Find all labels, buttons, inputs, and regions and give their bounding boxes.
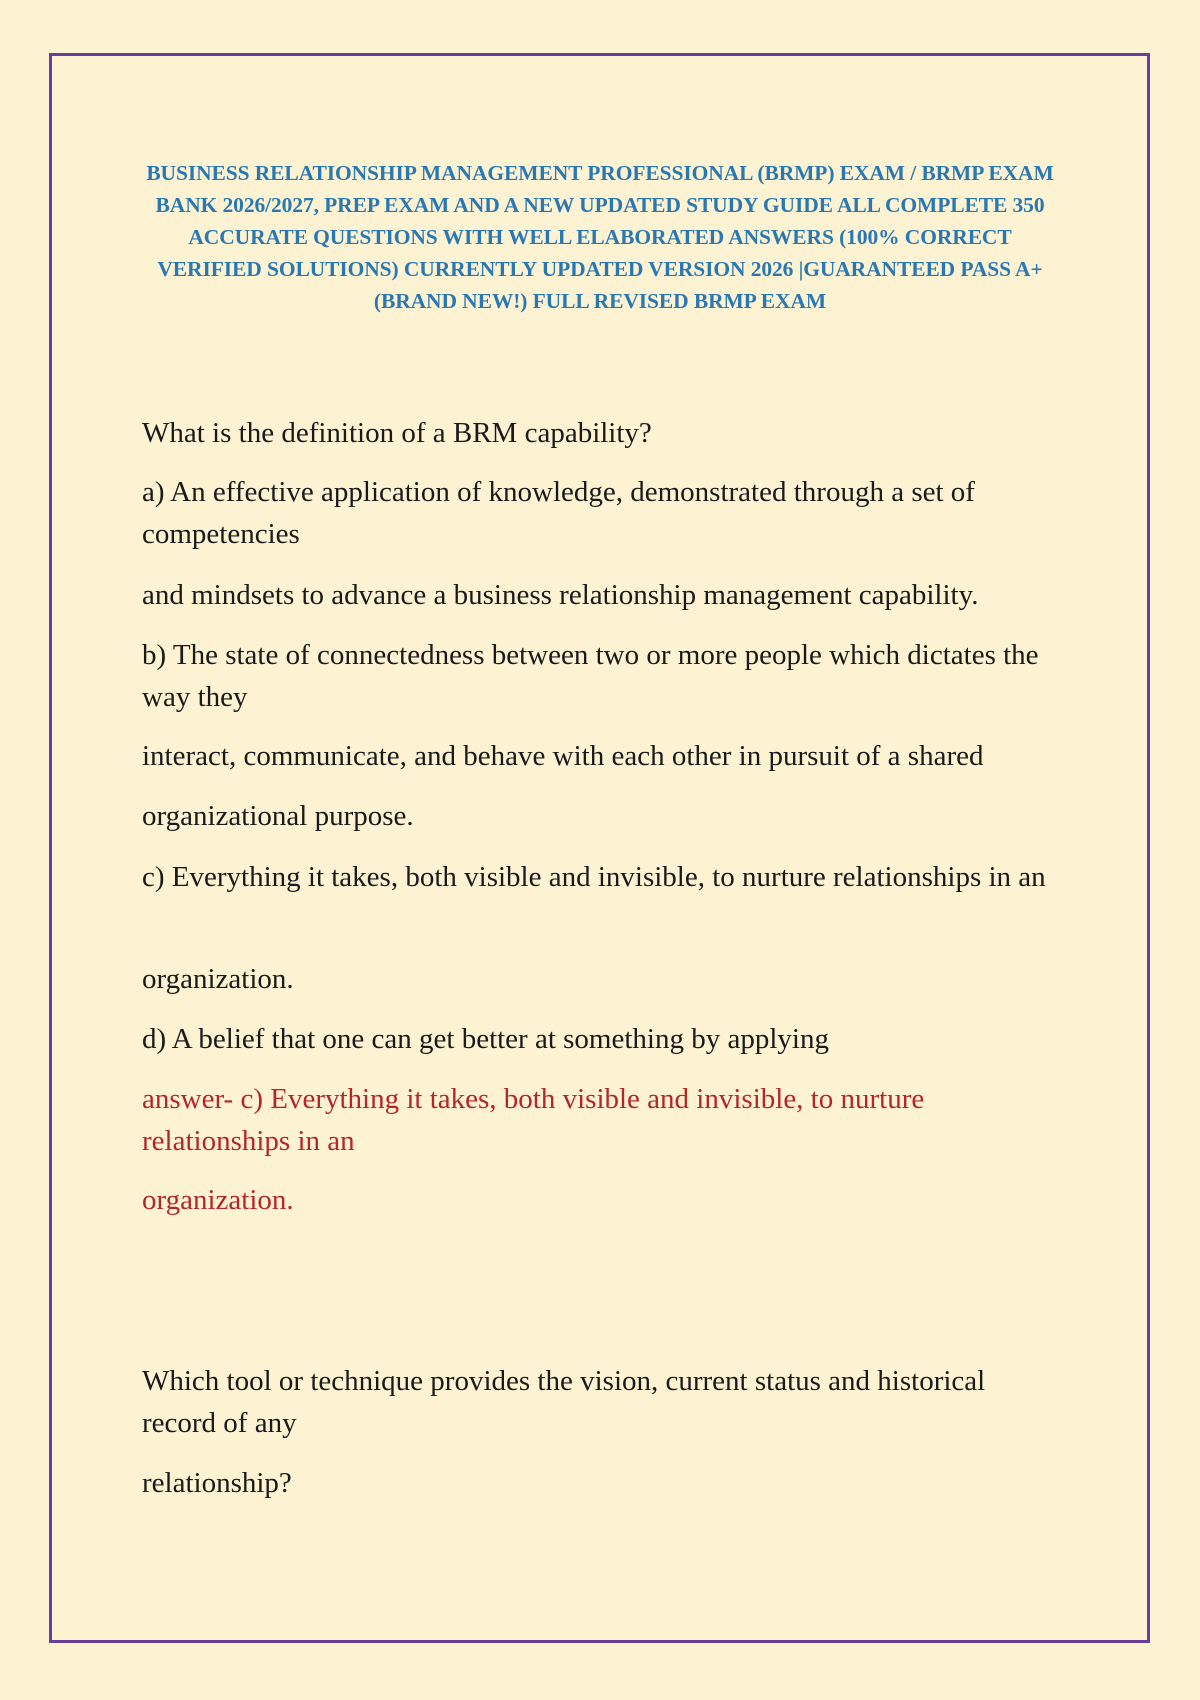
option-d: d) A belief that one can get better at something by applying	[142, 1023, 829, 1055]
option-a-line-2: and mindsets to advance a business relationship management capability.	[142, 579, 979, 611]
question-1-text: What is the definition of a BRM capability?	[142, 417, 652, 449]
answer-line-1: answer- c) Everything it takes, both visible and invisible, to nurture relationships in an	[142, 1083, 925, 1157]
option-b-line-1: b) The state of connectedness between two or more people which dictates the way they	[142, 639, 1039, 713]
option-c-line-1: c) Everything it takes, both visible and invisible, to nurture relationships in an	[142, 861, 1046, 893]
option-b-line-3: organizational purpose.	[142, 800, 414, 832]
question-2-line-2: relationship?	[142, 1467, 292, 1499]
answer-line-2: organization.	[142, 1184, 294, 1216]
document-title: BUSINESS RELATIONSHIP MANAGEMENT PROFESSIONAL (BRMP) EXAM / BRMP EXAM BANK 2026/2027, PREP EXAM AND A NEW UPDATED STUDY GUIDE ALL COMPLETE 350 ACCURATE QUESTIONS WITH WELL ELABORATED ANSWERS (100% CORRECT VERIFIED SOLUTIONS) CURRENTLY UPDATED VERSION 2026 |GUARANTEED PASS A+ (BRAND NEW!) FULL REVISED BRMP EXAM	[146, 161, 1054, 313]
option-a-line-1: a) An effective application of knowledge, demonstrated through a set of competencies	[142, 476, 975, 550]
option-c-line-2: organization.	[142, 963, 294, 995]
question-2-line-1: Which tool or technique provides the vision, current status and historical record of any	[142, 1365, 986, 1439]
option-b-line-2: interact, communicate, and behave with each other in pursuit of a shared	[142, 740, 984, 772]
